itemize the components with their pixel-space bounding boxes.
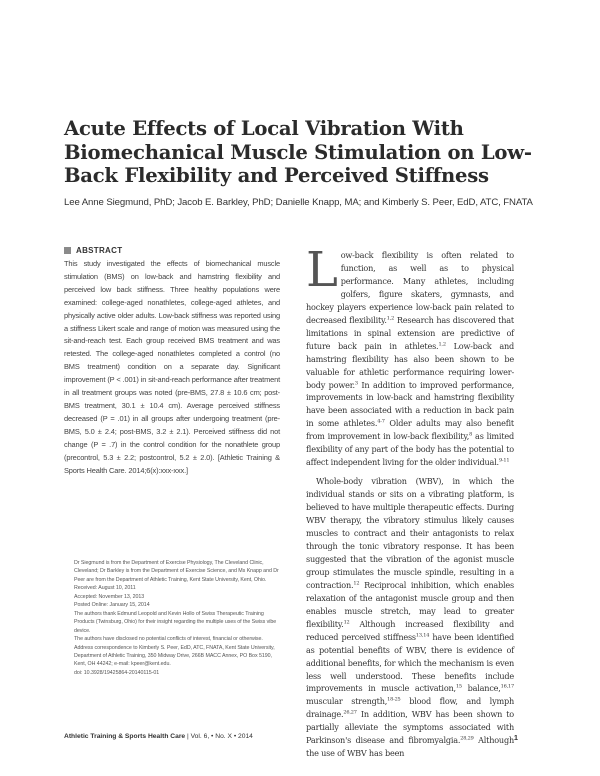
body-column (306, 242, 515, 766)
body-paragraph-2: Whole-body vibration (WBV), in which the individual stands or sits on a vibrating platform, is believed to have multiple therapeutic effects. During WBV therapy, the vibratory stimulus likely causes muscles to contract and their antagonists to relax through the tonic vibratory response. It has been suggested that the vibration of the agonist muscle group stimulates the muscle spindle, resulting in a contraction.$^{12}$ Reciprocal inhibition, which enables relaxation of the antagonist muscle group and then enables muscle stretch, may lead to greater flexibility.$^{12}$ Although increased flexibility and reduced perceived stiffness$^{13,14}$ have been identified as potential benefits of WBV, there is evidence of additional benefits, for which the mechanism is even less well understood. These benefits include improvements in muscle activation,$^{15}$ balance,$^{16,17}$ muscular strength,$^{18-25}$ blood flow, and lymph drainage.$^{26,27}$ In addition, WBV has been shown to partially alleviate the symptoms associated with Parkinson's disease and fibromyalgia.$^{28,29}$ Although the use of WBV has been (306, 476, 515, 759)
footnotes (64, 559, 282, 677)
drop-cap: L (306, 242, 338, 298)
footnote-accepted: Accepted: November 13, 2013 (74, 593, 145, 600)
body-paragraph-1: Low-back flexibility is often related to function, as well as to physical performance. Many athletes, including golfers, figure skaters, gymnasts, and hockey players experience low-back pain related to decreased flexibility.$^{1,2}$ Research has discovered that limitations in spinal extension are predictive of future back pain in athletes.$^{1,2}$ Low-back and hamstring flexibility has also been shown to be valuable for athletic performance requiring lower-body power.$^3$ In addition to improved performance, improvements in low-back and hamstring flexibility have been associated with a reduction in back pain in some athletes.$^{4-7}$ Older adults may also benefit from improvement in low-back flexibility,$^8$ as limited flexibility of any part of the body has the potential to affect independent living for the older individual.$^{9-11}$ (306, 242, 515, 468)
article-title: Acute Effects of Local Vibration With Biomechanical Muscle Stimulation on Low-Back Flexibility and Perceived Stiffness (64, 117, 532, 187)
footnote-affiliation: Dr Siegmund is from the Department of Exercise Physiology, The Cleveland Clinic, Cleveland; Dr Barkley is from the Department of Exercise Science, and Ms Knapp and Dr Peer are from the Department of Athletic Training, Kent State University, Kent, Ohio. (74, 560, 279, 583)
abstract-heading-label: ABSTRACT (76, 246, 123, 255)
footnote-doi: doi: 10.3928/19425864-20140115-01 (74, 669, 160, 676)
footer-citation (64, 733, 253, 742)
footnote-received: Received: August 10, 2011 (74, 585, 136, 592)
page-footer (64, 733, 518, 742)
footnote-acknowledgment: The authors thank Edmund Leopold and Kevin Hollo of Swiss Therapeutic Training Products (Twinsburg, Ohio) for their insight regarding the multiple uses of the Swiss vibe device. (74, 610, 277, 634)
issue-info: | Vol. 6, • No. X • 2014 (185, 733, 253, 740)
abstract-text: This study investigated the effects of biomechanical muscle stimulation (BMS) on low-back and hamstring flexibility and perceived low back stiffness. Three healthy populations were examined: college-aged nonathletes, college-aged athletes, and physically active older adults. Low-back stiffness was reported using a stiffness Likert scale and range of motion was measured using the sit-and-reach test. Each group received BMS treatment and was retested. The college-aged nonathletes completed a control (no BMS treatment) condition on a separate day. Significant improvement (P < .001) in sit-and-reach performance after treatment in all treatment groups was noted (pre-BMS, 27.8 ± 10.6 cm; post-BMS treatment, 30.1 ± 10.4 cm). Average perceived stiffness decreased (P = .01) in all groups after undergoing treatment (pre-BMS, 5.0 ± 2.4; post-BMS, 3.2 ± 2.1). Perceived stiffness did not change (P = .7) in the control condition for the nonathlete group (precontrol, 5.3 ± 2.2; postcontrol, 5.2 ± 2.0). [Athletic Training & Sports Health Care. 2014;6(x):xxx-xxx.] (64, 259, 280, 475)
footnote-posted: Posted Online: January 15, 2014 (74, 602, 150, 609)
footnote-disclosure: The authors have disclosed no potential conflicts of interest, financial or otherwise. (74, 636, 263, 643)
square-bullet-icon (64, 247, 71, 254)
abstract-heading (64, 246, 122, 255)
footnote-correspondence: Address correspondence to Kimberly S. Peer, EdD, ATC, FNATA, Kent State University, Department of Athletic Training, 350 Midway Drive, 266B MACC Annex, PO Box 5190, Kent, OH 44242; e-mail: kpeer@kent.edu. (74, 644, 275, 668)
journal-name: Athletic Training & Sports Health Care (64, 733, 186, 740)
page-number: 1 (513, 733, 518, 742)
author-list: Lee Anne Siegmund, PhD; Jacob E. Barkley, PhD; Danielle Knapp, MA; and Kimberly S. Peer, EdD, ATC, FNATA (64, 197, 533, 208)
